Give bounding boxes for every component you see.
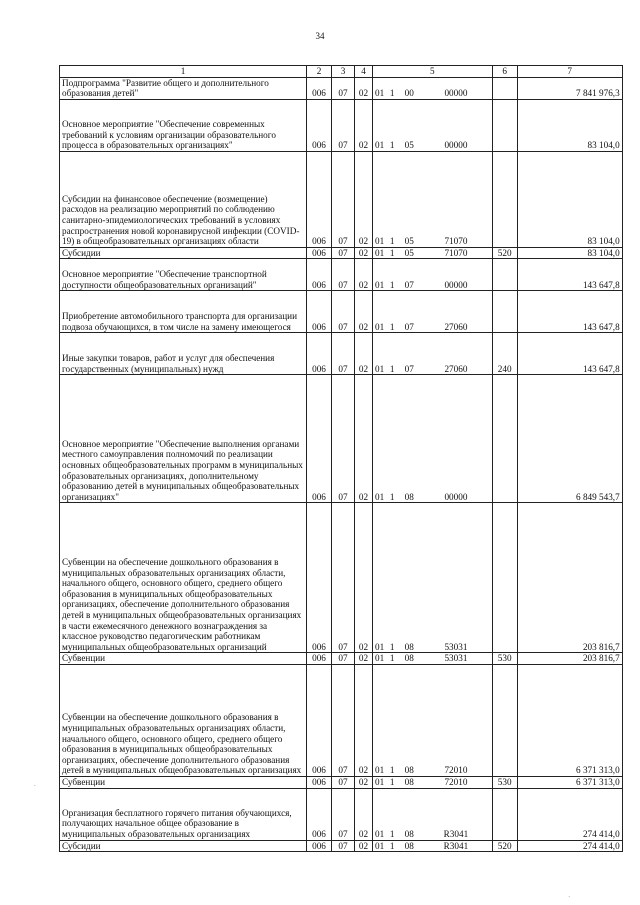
margin-mark: · <box>568 893 571 901</box>
cell-3: 07 <box>332 77 355 99</box>
cell-5c: 08 <box>398 776 420 788</box>
cell-3: 07 <box>332 653 355 665</box>
cell-3: 07 <box>332 151 355 247</box>
cell-5a: 01 <box>373 77 387 99</box>
cell-3: 07 <box>332 776 355 788</box>
cell-2: 006 <box>307 653 332 665</box>
row-name: Субвенции <box>60 653 307 665</box>
cell-2: 006 <box>307 788 332 840</box>
row-name: Основное мероприятие "Обеспечение выполнения органами местного самоуправления полномочий по реализации основных общеобразовательных программ в муниципальных образовательных организациях, дополнительному образованию детей в муниципальных общеобразовательных организациях" <box>60 375 307 503</box>
cell-5a: 01 <box>373 776 387 788</box>
cell-5a: 01 <box>373 788 387 840</box>
cell-5c: 07 <box>398 333 420 375</box>
cell-2: 006 <box>307 375 332 503</box>
row-amount: 203 816,7 <box>517 653 622 665</box>
row-name: Организация бесплатного горячего питания обучающихся, получающих начальное общее образование в муниципальных образовательных организациях <box>60 788 307 840</box>
cell-3: 07 <box>332 840 355 852</box>
cell-5b: 1 <box>386 259 398 291</box>
table-row <box>60 503 623 653</box>
cell-6 <box>492 151 517 247</box>
table-row <box>60 653 623 665</box>
cell-5c: 00 <box>398 77 420 99</box>
cell-3: 07 <box>332 291 355 333</box>
cell-5a: 01 <box>373 291 387 333</box>
cell-6 <box>492 375 517 503</box>
cell-4: 02 <box>355 77 373 99</box>
cell-4: 02 <box>355 664 373 776</box>
cell-5c: 08 <box>398 788 420 840</box>
table-row <box>60 375 623 503</box>
cell-6: 520 <box>492 247 517 259</box>
cell-6 <box>492 788 517 840</box>
cell-5d: 00000 <box>420 99 492 151</box>
cell-2: 006 <box>307 99 332 151</box>
cell-2: 006 <box>307 333 332 375</box>
cell-5a: 01 <box>373 664 387 776</box>
header-cell: 1 <box>60 66 307 78</box>
cell-6 <box>492 259 517 291</box>
cell-5b: 1 <box>386 503 398 653</box>
cell-3: 07 <box>332 664 355 776</box>
row-amount: 83 104,0 <box>517 99 622 151</box>
row-name: Субсидии на финансовое обеспечение (возмещение) расходов на реализацию мероприятий по соблюдению санитарно-эпидемиологических требований в условиях распространения новой коронавирусной инфекции (COVID-19) в общеобразовательных организациях области <box>60 151 307 247</box>
cell-5b: 1 <box>386 653 398 665</box>
row-amount: 143 647,8 <box>517 259 622 291</box>
table-row <box>60 259 623 291</box>
cell-2: 006 <box>307 247 332 259</box>
cell-2: 006 <box>307 503 332 653</box>
cell-4: 02 <box>355 151 373 247</box>
cell-5b: 1 <box>386 291 398 333</box>
cell-5b: 1 <box>386 99 398 151</box>
cell-5d: 72010 <box>420 664 492 776</box>
table-row <box>60 77 623 99</box>
cell-4: 02 <box>355 788 373 840</box>
row-name: Основное мероприятие "Обеспечение транспортной доступности общеобразовательных организаций" <box>60 259 307 291</box>
cell-4: 02 <box>355 259 373 291</box>
table-row <box>60 333 623 375</box>
table-row <box>60 99 623 151</box>
cell-5b: 1 <box>386 151 398 247</box>
cell-5b: 1 <box>386 247 398 259</box>
cell-6 <box>492 503 517 653</box>
cell-5a: 01 <box>373 653 387 665</box>
row-amount: 7 841 976,3 <box>517 77 622 99</box>
cell-5c: 08 <box>398 653 420 665</box>
cell-5b: 1 <box>386 375 398 503</box>
row-amount: 274 414,0 <box>517 788 622 840</box>
cell-5c: 07 <box>398 259 420 291</box>
cell-4: 02 <box>355 375 373 503</box>
cell-5d: 53031 <box>420 503 492 653</box>
table-row <box>60 664 623 776</box>
row-amount: 83 104,0 <box>517 247 622 259</box>
cell-5d: 27060 <box>420 333 492 375</box>
header-cell: 3 <box>332 66 355 78</box>
cell-5c: 08 <box>398 840 420 852</box>
cell-3: 07 <box>332 375 355 503</box>
cell-5d: 71070 <box>420 151 492 247</box>
cell-4: 02 <box>355 333 373 375</box>
cell-5c: 05 <box>398 99 420 151</box>
cell-5b: 1 <box>386 840 398 852</box>
cell-6: 240 <box>492 333 517 375</box>
row-amount: 274 414,0 <box>517 840 622 852</box>
cell-5d: R3041 <box>420 840 492 852</box>
row-name: Подпрограмма "Развитие общего и дополнительного образования детей" <box>60 77 307 99</box>
cell-3: 07 <box>332 99 355 151</box>
cell-5a: 01 <box>373 247 387 259</box>
row-amount: 6 849 543,7 <box>517 375 622 503</box>
cell-4: 02 <box>355 503 373 653</box>
table-header-row <box>60 66 623 78</box>
cell-6 <box>492 291 517 333</box>
cell-3: 07 <box>332 333 355 375</box>
cell-5d: 27060 <box>420 291 492 333</box>
row-name: Субвенции на обеспечение дошкольного образования в муниципальных образовательных организациях области, начального общего, основного общего, среднего общего образования в муниципальных общеобразовательных организациях, обеспечение дополнительного образования детей в муниципальных общеобразовательных организациях <box>60 664 307 776</box>
cell-6: 530 <box>492 653 517 665</box>
cell-4: 02 <box>355 653 373 665</box>
row-name: Приобретение автомобильного транспорта для организации подвоза обучающихся, в том числе на замену имеющегося <box>60 291 307 333</box>
cell-5b: 1 <box>386 77 398 99</box>
row-name: Субвенции <box>60 776 307 788</box>
table-row <box>60 788 623 840</box>
row-name: Субвенции на обеспечение дошкольного образования в муниципальных образовательных организациях области, начального общего, основного общего, среднего общего образования в муниципальных общеобразовательных организациях, обеспечение дополнительного образования детей в муниципальных общеобразовательных организациях в части ежемесячного денежного вознаграждения за классное руководство педагогическим работникам муниципальных общеобразовательных организаций <box>60 503 307 653</box>
row-amount: 83 104,0 <box>517 151 622 247</box>
cell-6 <box>492 77 517 99</box>
row-amount: 143 647,8 <box>517 291 622 333</box>
cell-5a: 01 <box>373 259 387 291</box>
cell-5c: 07 <box>398 291 420 333</box>
budget-table <box>59 65 623 852</box>
cell-5b: 1 <box>386 776 398 788</box>
cell-5d: R3041 <box>420 788 492 840</box>
page-number: 34 <box>315 31 325 41</box>
cell-6: 520 <box>492 840 517 852</box>
cell-5a: 01 <box>373 840 387 852</box>
cell-3: 07 <box>332 788 355 840</box>
cell-4: 02 <box>355 776 373 788</box>
cell-5b: 1 <box>386 788 398 840</box>
header-cell: 6 <box>492 66 517 78</box>
row-amount: 6 371 313,0 <box>517 776 622 788</box>
table-row <box>60 151 623 247</box>
cell-5d: 72010 <box>420 776 492 788</box>
cell-6 <box>492 99 517 151</box>
cell-3: 07 <box>332 259 355 291</box>
cell-5d: 00000 <box>420 375 492 503</box>
table-row <box>60 776 623 788</box>
cell-4: 02 <box>355 291 373 333</box>
cell-2: 006 <box>307 291 332 333</box>
header-cell: 5 <box>373 66 493 78</box>
header-cell: 7 <box>517 66 622 78</box>
header-cell: 2 <box>307 66 332 78</box>
row-name: Основное мероприятие "Обеспечение современных требований к условиям организации образовательного процесса в образовательных организациях" <box>60 99 307 151</box>
header-cell: 4 <box>355 66 373 78</box>
cell-5c: 05 <box>398 247 420 259</box>
cell-5d: 53031 <box>420 653 492 665</box>
row-amount: 203 816,7 <box>517 503 622 653</box>
row-name: Субсидии <box>60 247 307 259</box>
cell-5a: 01 <box>373 151 387 247</box>
cell-2: 006 <box>307 259 332 291</box>
row-name: Субсидии <box>60 840 307 852</box>
cell-5b: 1 <box>386 333 398 375</box>
cell-2: 006 <box>307 776 332 788</box>
cell-5d: 00000 <box>420 259 492 291</box>
cell-5c: 08 <box>398 503 420 653</box>
table-row <box>60 247 623 259</box>
table-row <box>60 291 623 333</box>
row-amount: 6 371 313,0 <box>517 664 622 776</box>
cell-5d: 00000 <box>420 77 492 99</box>
cell-3: 07 <box>332 503 355 653</box>
row-name: Иные закупки товаров, работ и услуг для обеспечения государственных (муниципальных) нужд <box>60 333 307 375</box>
cell-4: 02 <box>355 840 373 852</box>
cell-5b: 1 <box>386 664 398 776</box>
cell-6 <box>492 664 517 776</box>
cell-2: 006 <box>307 77 332 99</box>
cell-2: 006 <box>307 151 332 247</box>
cell-6: 530 <box>492 776 517 788</box>
margin-mark: . <box>34 780 36 788</box>
cell-5a: 01 <box>373 99 387 151</box>
cell-4: 02 <box>355 99 373 151</box>
cell-5c: 08 <box>398 375 420 503</box>
row-amount: 143 647,8 <box>517 333 622 375</box>
table-row <box>60 840 623 852</box>
cell-4: 02 <box>355 247 373 259</box>
table-body <box>60 77 623 852</box>
cell-3: 07 <box>332 247 355 259</box>
cell-5a: 01 <box>373 375 387 503</box>
cell-2: 006 <box>307 840 332 852</box>
cell-5d: 71070 <box>420 247 492 259</box>
cell-5a: 01 <box>373 503 387 653</box>
cell-5a: 01 <box>373 333 387 375</box>
cell-2: 006 <box>307 664 332 776</box>
cell-5c: 05 <box>398 151 420 247</box>
cell-5c: 08 <box>398 664 420 776</box>
